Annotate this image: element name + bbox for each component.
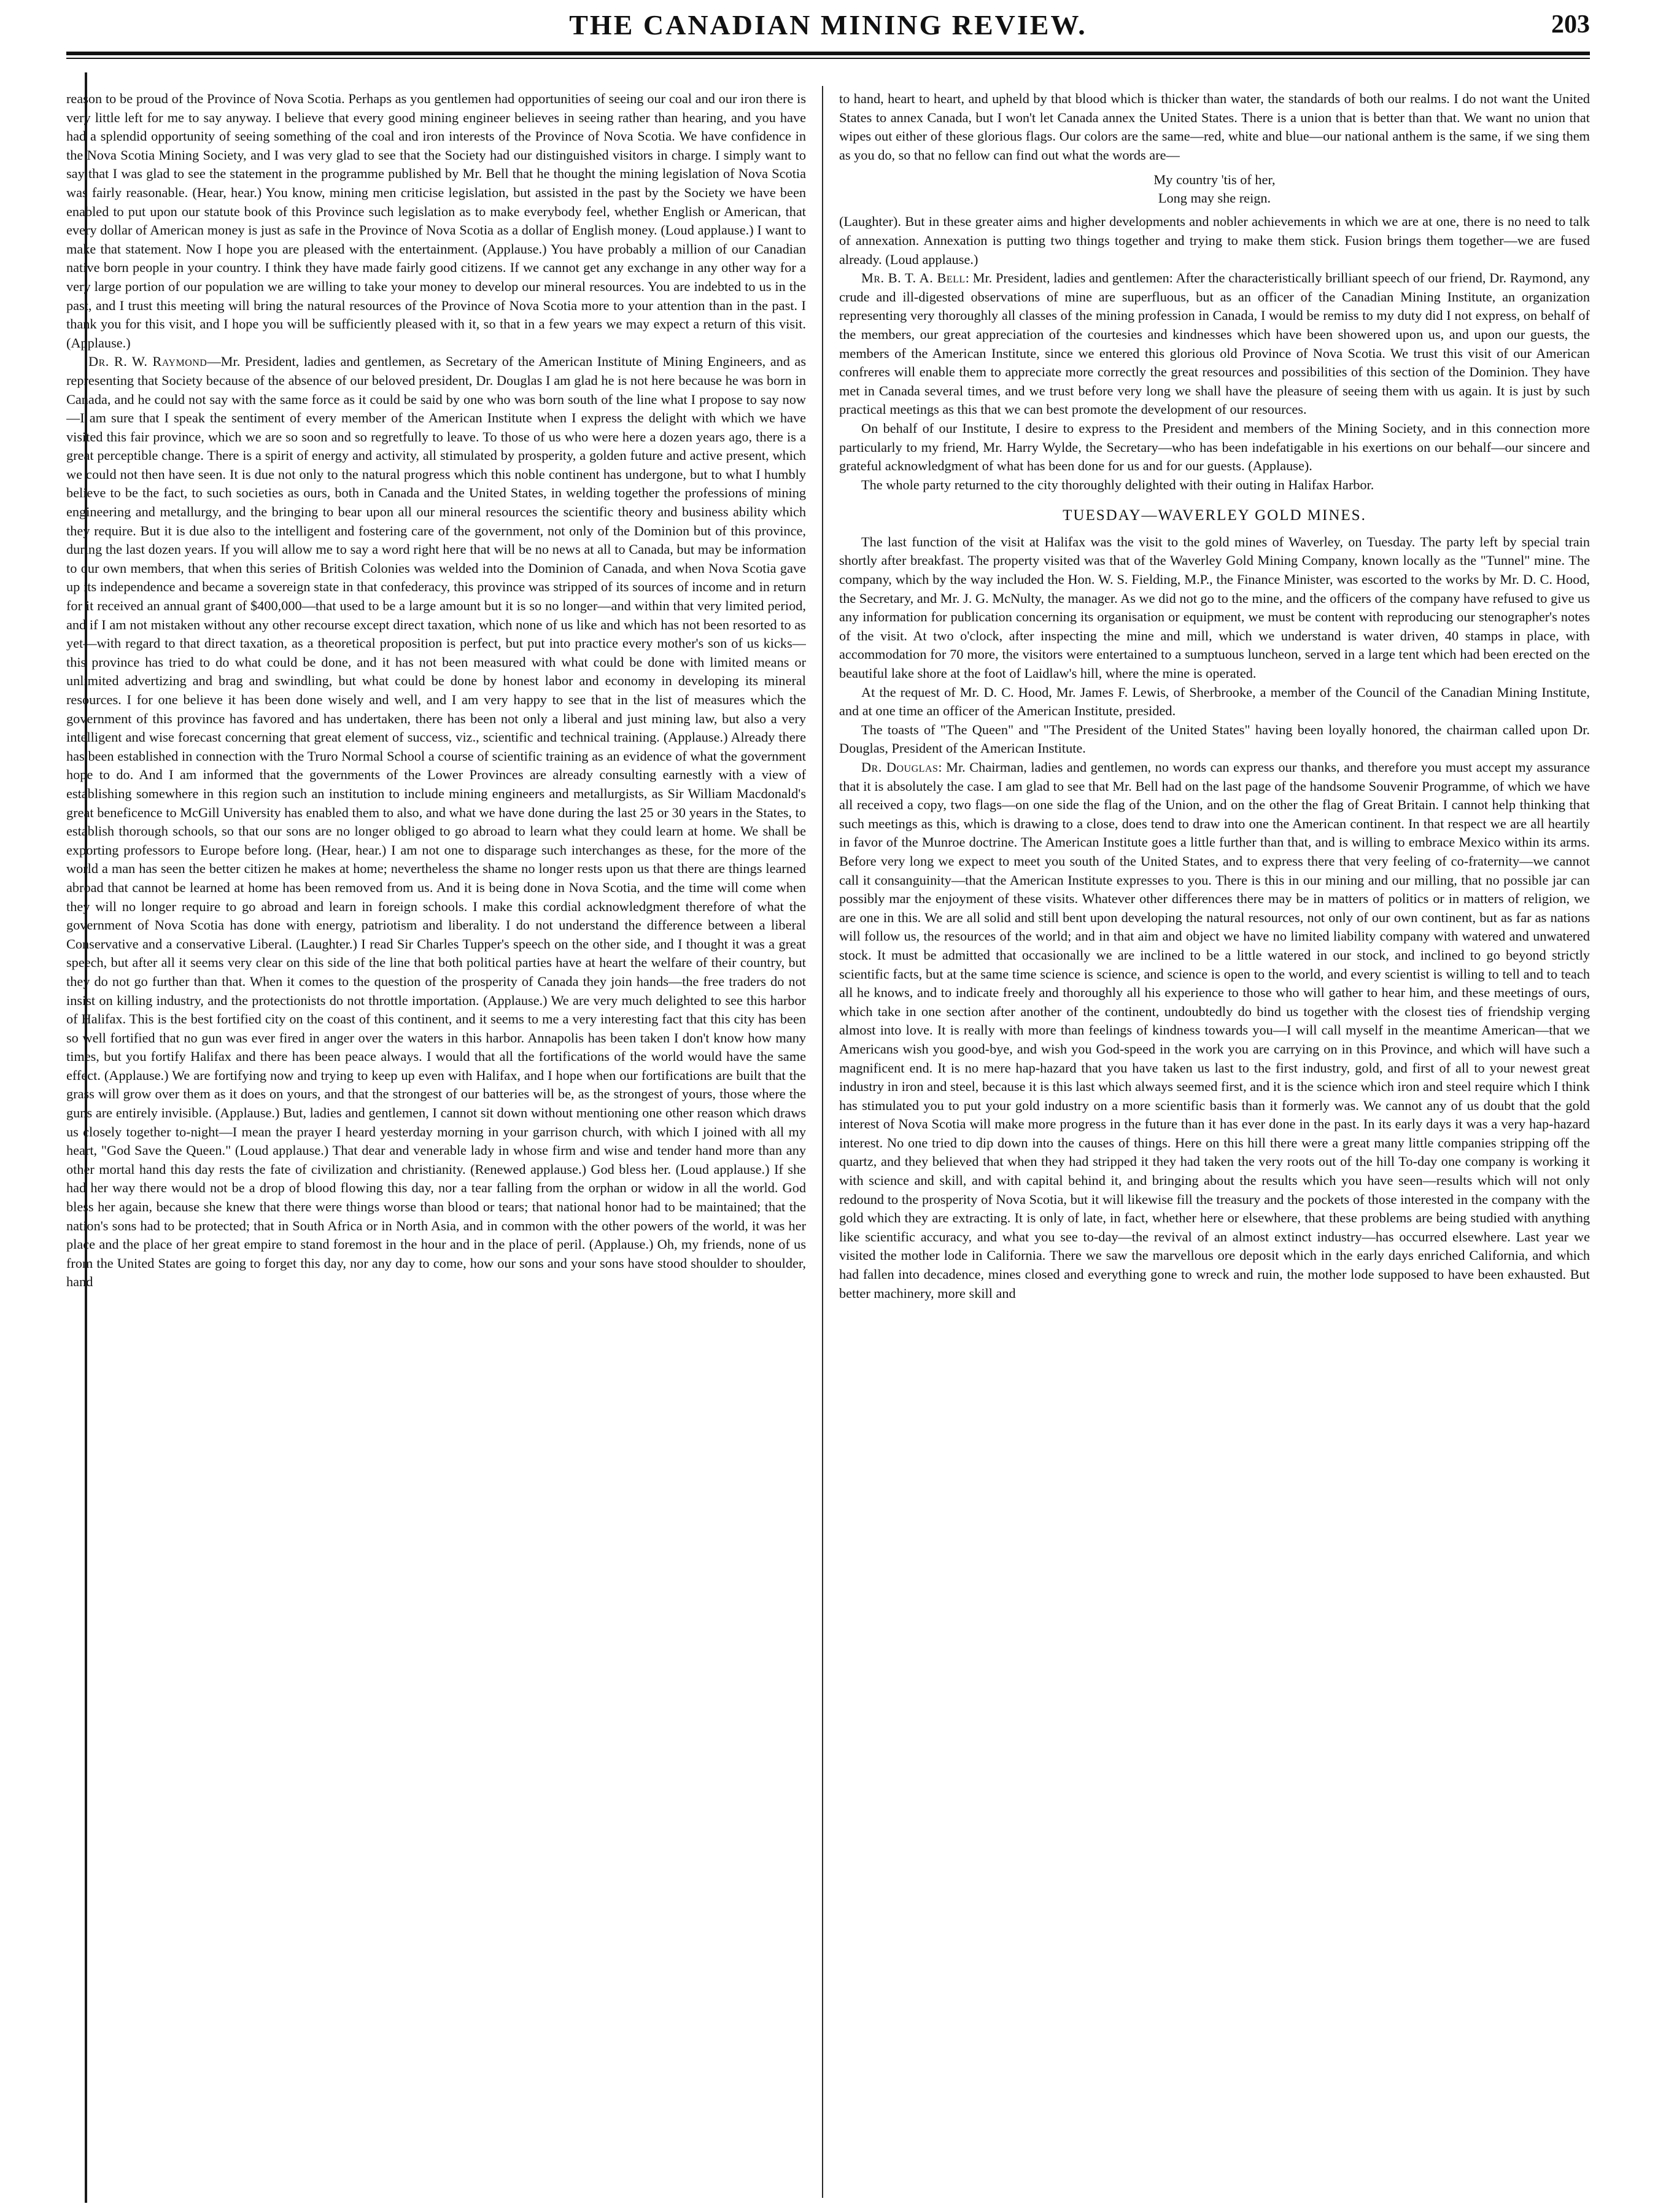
- paragraph: (Laughter). But in these greater aims and higher developments and nobler achievements in which we are at one, there is no need to talk of annexation. Annexation is putting two things together and trying to make them stick. Fusion brings them together—we are fused already. (Loud applause.): [839, 214, 1590, 267]
- verse-line: My country 'tis of her,: [1153, 172, 1276, 188]
- magazine-page: [66, 0, 1590, 2212]
- paragraph: to hand, heart to heart, and upheld by that blood which is thicker than water, the standards of both our realms. I do not want the United States to annex Canada, but I won't let Canada annex the United States. There is a union that is better than that. We want no union that wipes out either of these glorious flags. Our colors are the same—red, white and blue—our national anthem is the same, if we sing them as you do, so that no fellow can find out what the words are—: [839, 91, 1590, 163]
- right-column: [839, 90, 1590, 2202]
- verse-quote: [839, 171, 1590, 208]
- left-column: [66, 90, 806, 2202]
- column-divider: [822, 86, 823, 2198]
- verse-line: Long may she reign.: [1158, 190, 1271, 206]
- publication-title: THE CANADIAN MINING REVIEW.: [569, 9, 1087, 41]
- header-rule-thick: [66, 52, 1590, 55]
- paragraph: At the request of Mr. D. C. Hood, Mr. James F. Lewis, of Sherbrooke, a member of the Council of the Canadian Mining Institute, and at one time an officer of the American Institute, presided.: [839, 684, 1590, 719]
- paragraph: The whole party returned to the city thoroughly delighted with their outing in Halifax Harbor.: [861, 476, 1374, 492]
- speaker-name: Mr. B. T. A. Bell: [861, 270, 966, 286]
- paragraph: [839, 269, 1590, 419]
- speech-text: : Mr. President, ladies and gentlemen: After the characteristically brilliant speech of our friend, Dr. Raymond, any crude and ill-digested observations of mine are superfluous, but as an officer of the Canadian Mining Institute, an organization representing very thoroughly all classes of the mining profession in Canada, I would be remiss to my duty did I not express, on behalf of the members, our great appreciation of the courtesies and kindnesses which have been showered upon us, and upon our guests, the members of the American Institute, since we entered this glorious old Province of Nova Scotia. We trust this visit of our American confreres will enable them to appreciate more correctly the great resources and possibilities of this section of the Dominion. They have met in Canada several times, and we trust before very long we shall have the pleasure of seeing them with us again. It is just by such practical meetings as this that we can best promote the development of our resources.: [839, 270, 1590, 417]
- page-number: 203: [1551, 10, 1590, 39]
- paragraph: [839, 758, 1590, 1303]
- paragraph: reason to be proud of the Province of Nova Scotia. Perhaps as you gentlemen had opportunities of seeing our coal and our iron there is very little left for me to say anyway. I believe that every good mining engineer believes in seeing rather than hearing, and you have had a splendid opportunity of seeing something of the coal and iron interests of the Province of Nova Scotia. We have confidence in the Nova Scotia Mining Society, and I was very glad to see that the Society had our distinguished visitors in charge. I simply want to say that I was glad to see the statement in the programme published by Mr. Bell that he thought the mining legislation of Nova Scotia was fairly reasonable. (Hear, hear.) You know, mining men criticise legislation, but assisted in the past by the Society we have been enabled to put upon our statute book of this Province such legislation as to make everybody feel, whether English or American, that every dollar of American money is just as safe in the Province of Nova Scotia as a dollar of English money. (Loud applause.) I want to make that statement. Now I hope you are pleased with the entertainment. (Applause.) You have probably a million of our Canadian native born people in your country. I think they have made fairly good citizens. If we cannot get any exchange in any other way for a very large portion of our population we are willing to take your money to develop our mineral resources. You are indebted to us in the past, and I trust this meeting will bring the natural resources of the Province of Nova Scotia more to your attention than in the past. I thank you for this visit, and I hope you will be sufficiently pleased with it, so that in a few years we may expect a return of this visit. (Applause.): [66, 91, 806, 351]
- page-header: [66, 9, 1590, 53]
- section-heading: TUESDAY—WAVERLEY GOLD MINES.: [1063, 507, 1366, 524]
- paragraph: [66, 352, 806, 1292]
- speech-text: —Mr. President, ladies and gentlemen, as Secretary of the American Institute of Mining Engineers, and as representing that Society because of the absence of our beloved president, Dr. Douglas I am glad he is not here because he was born in Canada, and he could not say with the same force as it could be said by one who was born south of the line what I propose to say now—I am sure that I speak the sentiment of every member of the American Institute when I express the delight with which we have visited this fair province, which we are so soon and so regretfully to leave. To those of us who were here a dozen years ago, there is a great perceptible change. There is a spirit of energy and activity, all stimulated by prosperity, a golden future and active present, which we could not then have seen. It is due not only to the natural progress which this noble continent has undergone, but to what I humbly believe to be the fact, to such societies as ours, both in Canada and the United States, in welding together the professions of mining engineering and metallurgy, and the bringing to bear upon all our mineral resources the scientific theory and business ability which they require. But it is due also to the intelligent and fostering care of the government, not only of the Dominion but of this province, during the last dozen years. If you will allow me to say a word right here that will be no news at all to Canada, but may be information to our own members, that when this series of British Colonies was welded into the Dominion of Canada, and when Nova Scotia gave up its independence and became a sovereign state in that confederacy, this province was stripped of its sources of income and in return for it received an annual grant of $400,000—that used to be a large amount but it is so no longer—and within that very limited period, and if I am not mistaken without any other recourse except direct taxation, which none of us like and which has not been resorted to as yet—with regard to that direct taxation, as a theoretical proposition is perfect, but put into practice every mother's son of us kicks—this province has tried to do what could be done, and it has not been measured with what could be done with limited means or unlimited advertizing and brag and swindling, but what could be done by honest labor and economy in developing its mineral resources. I for one believe it has been done wisely and well, and I am very happy to see that in the list of measures which the government of this province has favored and has undertaken, there has been not only a liberal and just mining law, but also a very intelligent and wise forecast concerning that great element of success, viz., scientific and technical training. (Applause.) Already there has been established in connection with the Truro Normal School a course of scientific training as an evidence of what the government hope to do. And I am informed that the governments of the Lower Provinces are already consulting earnestly with a view of establishing somewhere in this region such an institution to include mining engineers and metallurgists, as Sir William Macdonald's great beneficence to McGill University has enabled them to also, and what we have done during the last 25 or 30 years in the States, to establish thorough schools, so that our sons are no longer obliged to go abroad to learn what they could learn at home. We shall be exporting professors to Europe before long. (Hear, hear.) I am not one to disparage such interchanges as these, for the more of the world a man has seen the better citizen he makes at home; nevertheless the shame no longer rests upon us that there are things learned abroad that cannot be learned at home has been removed from us. And it is being done in Nova Scotia, and the time will come when they will no longer require to go abroad and learn in foreign schools. I make this cordial acknowledgment therefore of what the government of Nova Scotia has done with energy, patriotism and liberality. I do not understand the difference between a liberal Conservative and a conservative Liberal. (Laughter.) I read Sir Charles Tupper's speech on the other side, and I thought it was a great speech, but after all it seems very clear on this side of the line that both political parties have at heart the welfare of their country, but they do not go further than that. When it comes to the question of the prosperity of Canada they join hands—the free traders do not insist on killing industry, and the protectionists do not throttle importation. (Applause.) We are very much delighted to see this harbor of Halifax. This is the best fortified city on the coast of this continent, and it seems to me a very interesting fact that this city has been so well fortified that no gun was ever fired in anger over the waters in this harbor. Annapolis has been taken I don't know how many times, but you fortify Halifax and there has been peace always. I would that all the fortifications of the world would have the same effect. (Applause.) We are fortifying now and trying to keep up even with Halifax, and I hope when our fortifications are built that the grass will grow over them as it does on yours, and that the strongest of our batteries will be, as the strongest of yours, those where the guns are entirely invisible. (Applause.) But, ladies and gentlemen, I cannot sit down without mentioning one other reason which draws us closely together to-night—I mean the prayer I heard yesterday morning in your garrison church, with which I joined with all my heart, "God Save the Queen." (Loud applause.) That dear and venerable lady in whose firm and wise and tender hand more than any other mortal hand this day rests the fate of civilization and christianity. (Renewed applause.) God bless her. (Loud applause.) If she had her way there would not be a drop of blood flowing this day, nor a tear falling from the orphan or widow in all the world. God bless her again, because she knew that there were things worse than blood or tears; that national honor had to be maintained; that the nation's sons had to be protected; that in South Africa or in North Asia, and in common with the other powers of the world, it was her place and the place of her great empire to stand foremost in the hour and in the place of peril. (Applause.) Oh, my friends, none of us from the United States are going to forget this day, nor any day to come, how our sons and your sons have stood shoulder to shoulder, hand: [66, 354, 806, 1290]
- speaker-name: Dr. Douglas: [861, 759, 939, 775]
- paragraph: The toasts of "The Queen" and "The President of the United States" having been loyally honored, the chairman called upon Dr. Douglas, President of the American Institute.: [839, 721, 1590, 756]
- paragraph: The last function of the visit at Halifax was the visit to the gold mines of Waverley, on Tuesday. The party left by special train shortly after breakfast. The property visited was that of the Waverley Gold Mining Company, known locally as the "Tunnel" mine. The company, which by the way included the Hon. W. S. Fielding, M.P., the Finance Minister, was escorted to the works by Mr. D. C. Hood, the Secretary, and Mr. J. G. McNulty, the manager. As we did not go to the mine, and the officers of the company have refused to give us any information for publication concerning its organisation or equipment, we must be content with reproducing our stenographer's notes of the visit. At two o'clock, after inspecting the mine and mill, which we understand is water driven, 40 stamps in place, with accommodation for 70 more, the visitors were entertained to a sumptuous luncheon, served in a large tent which had been erected on the beautiful lake shore at the foot of Laidlaw's hill, where the mine is operated.: [839, 534, 1590, 681]
- speaker-name: Dr. R. W. Raymond: [88, 354, 207, 370]
- header-rule-thin: [66, 58, 1590, 59]
- speech-text: : Mr. Chairman, ladies and gentlemen, no words can express our thanks, and therefore you must accept my assurance that it is absolutely the case. I am glad to see that Mr. Bell had on the last page of the handsome Souvenir Programme, of which we have all received a copy, two flags—on one side the flag of the Union, and on the other the flag of Great Britain. I cannot help thinking that such meetings as this, which is drawing to a close, does tend to draw into one the American continent. In that respect we are all heartily in favor of the Munroe doctrine. The American Institute goes a little further than that, and is willing to embrace Mexico within its arms. Before very long we expect to meet you south of the United States, and to express there that very feeling of co-fraternity—we cannot call it consanguinity—that the American Institute expresses to you. There is this in our mining and our milling, that no possible jar can possibly mar the enjoyment of these visits. Whatever other differences there may be in matters of politics or in matters of religion, we are one in this. We are all solid and still bent upon developing the natural resources, not only of our own continent, but as far as nations will follow us, the resources of the world; and in that aim and object we have no limited liability company with watered and unwatered stock. It must be admitted that occasionally we are inclined to be a little watered in our stock, and inclined to go beyond strictly scientific facts, but at the same time science is science, and science is open to the world, and every scientist is willing to tell and to teach all he knows, and to indicate freely and thoroughly all his experience to those who will gather to hear him, and these meetings of ours, which take in one section after another of the continent, undoubtedly do bind us together with the closest ties of friendship verging almost into love. It is really with more than feelings of kindness towards you—I will call myself in the meantime American—that we Americans wish you good-bye, and wish you God-speed in the work you are carrying on in this Province, and which will have such a magnificent end. It is no mere hap-hazard that you have taken us last to the first industry, gold, and first of all to your newest great industry in iron and steel, because it is this last which always seemed first, and it is the science which iron and steel require which I think has stimulated you to put your gold industry on a more scientific basis than it formerly was. We cannot any of us doubt that the gold interest of Nova Scotia will make more progress in the future than it has ever done in the past. In its early days it was a very hap-hazard interest. No one tried to dip down into the causes of things. Here on this hill there were a great many little companies stripping off the quartz, and they believed that when they had stripped it they had taken the very roots out of the hill To-day one company is working it with science and skill, and with capital behind it, and bringing about the results which you have seen—results which will not only redound to the prosperity of Nova Scotia, but it will likewise fill the treasury and the pockets of those interested in the company with the gold which they are extracting. It is only of late, in fact, whether here or elsewhere, that these problems are being studied with anything like scientific accuracy, and what you see to-day—the revival of an almost extinct industry—has occurred elsewhere. Last year we visited the mother lode in California. There we saw the marvellous ore deposit which in the early days enriched California, and which had fallen into decadence, mines closed and everything gone to wreck and ruin, the mother lode supposed to have been exhausted. But better machinery, more skill and: [839, 759, 1590, 1301]
- paragraph: On behalf of our Institute, I desire to express to the President and members of the Mining Society, and in this connection more particularly to my friend, Mr. Harry Wylde, the Secretary—who has been indefatigable in his exertions on our behalf—our sincere and grateful acknowledgment of what has been done for us and for our guests. (Applause).: [839, 420, 1590, 474]
